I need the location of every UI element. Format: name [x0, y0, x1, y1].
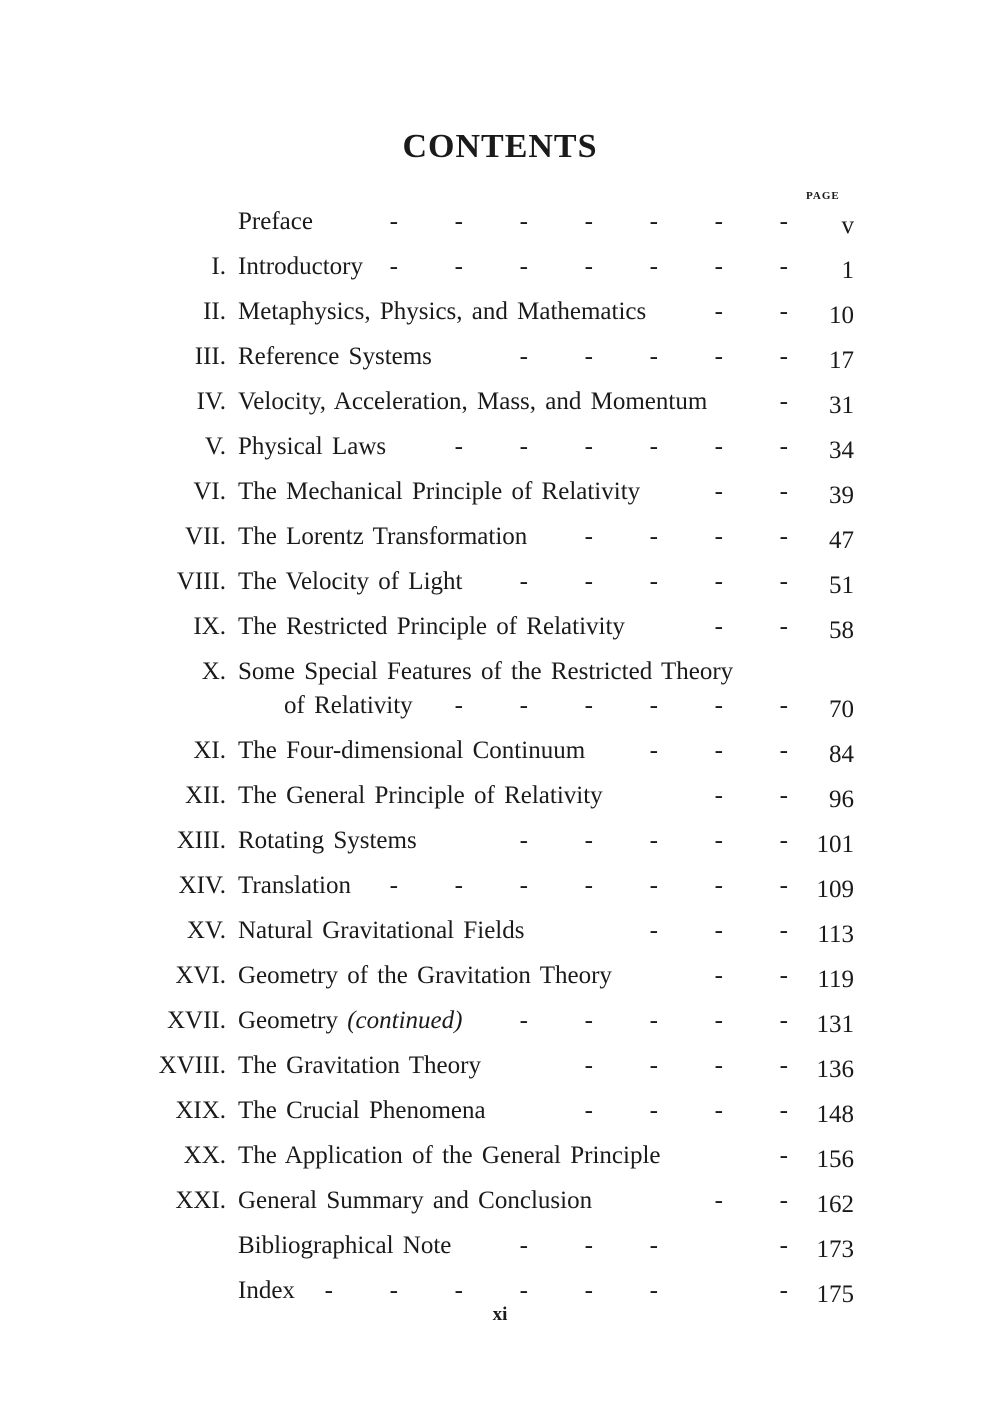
page-number: 58 — [829, 617, 854, 644]
chapter-title: Geometry of the Gravitation Theory — [238, 962, 612, 989]
dot-leader: - - - - - - - — [324, 1277, 788, 1304]
dot-leader: - - - - — [584, 1052, 788, 1079]
toc-entry — [0, 866, 1000, 911]
chapter-title: Index — [238, 1277, 295, 1304]
chapter-title: General Summary and Conclusion — [238, 1187, 593, 1214]
chapter-title: Introductory — [238, 253, 363, 280]
chapter-title: Preface — [238, 208, 313, 235]
toc-entry — [0, 1001, 1000, 1046]
toc-entry — [0, 1136, 1000, 1181]
dot-leader: - - — [714, 298, 788, 325]
dot-leader: - - - - — [584, 523, 788, 550]
table-of-contents — [0, 202, 1000, 1316]
chapter-number: XX. — [183, 1142, 226, 1169]
dot-leader: - - - - - - — [454, 433, 788, 460]
dot-leader: - - - - - - - — [389, 208, 788, 235]
chapter-title: Translation — [238, 872, 351, 899]
dot-leader: - — [779, 1142, 788, 1169]
dot-leader: - - - - - - - — [389, 253, 788, 280]
dot-leader: - - - - - - — [454, 692, 788, 719]
chapter-number: I. — [211, 253, 226, 280]
dot-leader: - - — [714, 613, 788, 640]
toc-entry — [0, 776, 1000, 821]
chapter-number: XIX. — [175, 1097, 226, 1124]
toc-entry — [0, 1181, 1000, 1226]
chapter-title: The Four-dimensional Continuum — [238, 737, 586, 764]
toc-entry — [0, 562, 1000, 607]
page-number: 119 — [817, 966, 854, 993]
dot-leader: - - - - - — [519, 827, 788, 854]
dot-leader: - - - — [649, 737, 788, 764]
chapter-number: XV. — [186, 917, 226, 944]
toc-entry — [0, 337, 1000, 382]
toc-entry — [0, 607, 1000, 652]
toc-entry — [0, 247, 1000, 292]
chapter-number: XVII. — [166, 1007, 226, 1034]
chapter-title: The Crucial Phenomena — [238, 1097, 486, 1124]
page-number: 156 — [816, 1146, 854, 1173]
page-number: 175 — [816, 1281, 854, 1308]
page-number: v — [841, 212, 854, 239]
page-number: 1 — [841, 257, 854, 284]
page-number: 39 — [829, 482, 854, 509]
chapter-number: XVIII. — [158, 1052, 226, 1079]
toc-entry — [0, 517, 1000, 562]
toc-entry — [0, 731, 1000, 776]
chapter-number: XIII. — [176, 827, 226, 854]
page-number: 10 — [829, 302, 854, 329]
page-number: 31 — [829, 392, 854, 419]
page-number: 70 — [829, 696, 854, 723]
toc-entry — [0, 292, 1000, 337]
chapter-title — [238, 1001, 462, 1041]
chapter-title: The Restricted Principle of Relativity — [238, 613, 625, 640]
chapter-title: Bibliographical Note — [238, 1232, 452, 1259]
chapter-number: III. — [194, 343, 226, 370]
chapter-title: Physical Laws — [238, 433, 387, 460]
chapter-title: The Lorentz Transformation — [238, 523, 528, 550]
page-folio: xi — [492, 1304, 508, 1325]
toc-entry-preface — [0, 202, 1000, 247]
chapter-title: Rotating Systems — [238, 827, 417, 854]
chapter-title: The Gravitation Theory — [238, 1052, 481, 1079]
chapter-number: IV. — [196, 388, 226, 415]
chapter-number: II. — [203, 298, 226, 325]
toc-entry — [0, 652, 1000, 731]
dot-leader: - — [779, 388, 788, 415]
dot-leader: - - — [714, 962, 788, 989]
toc-entry-bibliographical-note — [0, 1226, 1000, 1271]
chapter-number: XI. — [193, 737, 226, 764]
toc-entry — [0, 472, 1000, 517]
page-title: CONTENTS — [402, 128, 598, 165]
dot-leader: - - — [714, 1187, 788, 1214]
page-number: 51 — [829, 572, 854, 599]
chapter-number: XVI. — [175, 962, 226, 989]
dot-leader: - - - - - — [519, 343, 788, 370]
toc-entry — [0, 1046, 1000, 1091]
dot-leader: - - - - — [519, 1232, 788, 1259]
page-number: 113 — [817, 921, 854, 948]
dot-leader: - - — [714, 782, 788, 809]
dot-leader: - - — [714, 478, 788, 505]
chapter-title-main: Geometry — [238, 1007, 338, 1034]
toc-entry — [0, 427, 1000, 472]
chapter-number: IX. — [193, 613, 226, 640]
page-number: 96 — [829, 786, 854, 813]
chapter-title: Natural Gravitational Fields — [238, 917, 525, 944]
dot-leader: - - - - — [584, 1097, 788, 1124]
chapter-title: The Application of the General Principle — [238, 1142, 661, 1169]
chapter-number: XXI. — [175, 1187, 226, 1214]
page-number: 109 — [816, 876, 854, 903]
chapter-title: The Velocity of Light — [238, 568, 463, 595]
dot-leader: - - - — [649, 917, 788, 944]
page-column-label: PAGE — [806, 190, 840, 202]
chapter-title: Velocity, Acceleration, Mass, and Momentum — [238, 388, 708, 415]
chapter-number: V. — [204, 433, 226, 460]
chapter-title-continuation: of Relativity — [284, 692, 413, 719]
chapter-title: Reference Systems — [238, 343, 432, 370]
page-number: 34 — [829, 437, 854, 464]
page-number: 162 — [816, 1191, 854, 1218]
dot-leader: - - - - - - - — [389, 872, 788, 899]
chapter-title-italic: (continued) — [347, 1007, 463, 1034]
page-number: 84 — [829, 741, 854, 768]
chapter-title: The Mechanical Principle of Relativity — [238, 478, 641, 505]
toc-entry — [0, 911, 1000, 956]
chapter-title: The General Principle of Relativity — [238, 782, 603, 809]
chapter-title: Metaphysics, Physics, and Mathematics — [238, 298, 647, 325]
page-number: 17 — [829, 347, 854, 374]
chapter-number: VII. — [185, 523, 226, 550]
toc-entry — [0, 821, 1000, 866]
dot-leader: - - - - - — [519, 1007, 788, 1034]
toc-entry — [0, 382, 1000, 427]
chapter-title: Some Special Features of the Restricted Theory — [238, 658, 734, 685]
page-number: 148 — [816, 1101, 854, 1128]
toc-entry — [0, 1091, 1000, 1136]
page-number: 131 — [816, 1011, 854, 1038]
chapter-number: VI. — [193, 478, 226, 505]
chapter-number: XIV. — [178, 872, 226, 899]
chapter-number: VIII. — [176, 568, 226, 595]
dot-leader: - - - - - — [519, 568, 788, 595]
page-number: 47 — [829, 527, 854, 554]
page-number: 101 — [816, 831, 854, 858]
page-number: 173 — [816, 1236, 854, 1263]
toc-entry — [0, 956, 1000, 1001]
page-number: 136 — [816, 1056, 854, 1083]
chapter-number: XII. — [185, 782, 226, 809]
chapter-number: X. — [201, 658, 226, 685]
